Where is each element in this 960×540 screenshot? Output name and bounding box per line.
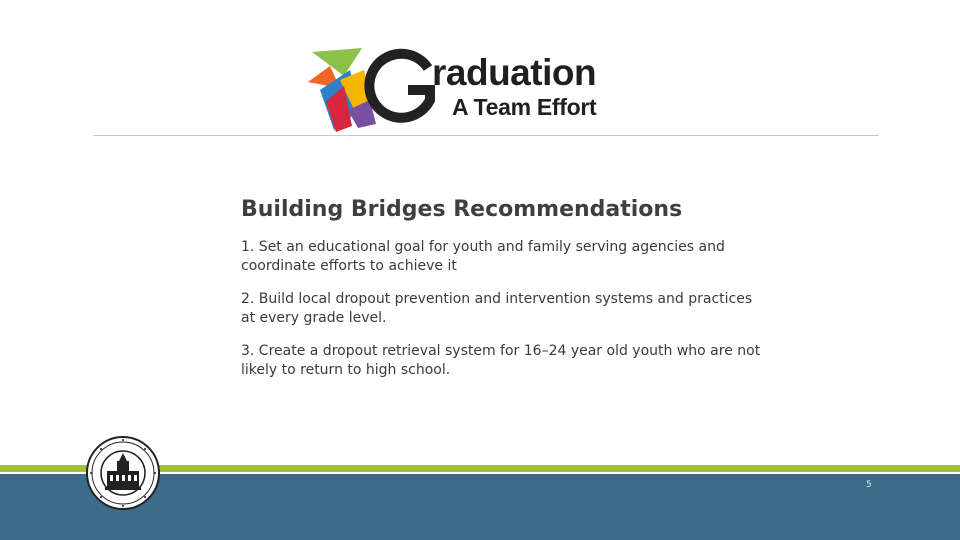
logo-wordmark: raduation: [432, 52, 597, 93]
slide-title: Building Bridges Recommendations: [241, 197, 683, 222]
recommendation-item: 1. Set an educational goal for youth and family serving agencies and coordinate efforts to achieve it: [241, 239, 725, 274]
logo-graphic-icon: [300, 40, 440, 136]
header-divider: [93, 135, 879, 136]
logo-tagline: A Team Effort: [452, 94, 597, 120]
graduation-logo: [300, 40, 630, 136]
recommendation-item: 2. Build local dropout prevention and intervention systems and practices at every grade level.: [241, 291, 753, 326]
page-number: 5: [866, 480, 872, 490]
recommendation-item: 3. Create a dropout retrieval system for 16–24 year old youth who are not likely to return to high school.: [241, 343, 761, 378]
slide-content: [241, 196, 761, 394]
state-department-seal-icon: [85, 435, 161, 511]
